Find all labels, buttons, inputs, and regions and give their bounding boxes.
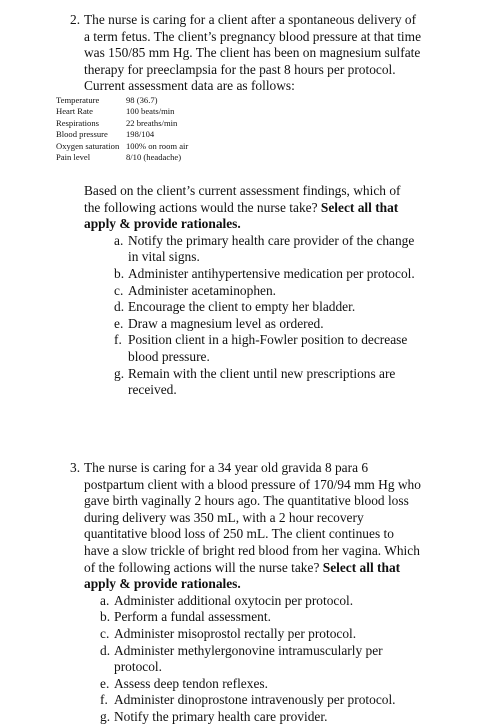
option-text: Encourage the client to empty her bladder. <box>128 299 356 315</box>
option-text: Administer antihypertensive medication per protocol. <box>128 265 415 281</box>
option-text: Notify the primary health care provider of the change in vital signs. <box>128 232 415 265</box>
option-text: Perform a fundal assessment. <box>114 609 271 625</box>
option-letter: a. <box>100 592 110 608</box>
vitals-row <box>56 106 188 117</box>
answer-option <box>100 593 422 610</box>
option-letter: b. <box>114 265 125 281</box>
option-text: Position client in a high-Fowler position to decrease blood pressure. <box>128 332 408 364</box>
vitals-label: Respirations <box>56 117 99 128</box>
select-all-instruction: Select all that apply & provide rationales. <box>84 559 401 592</box>
vitals-value: 98 (36.7) <box>126 95 158 105</box>
answer-options <box>114 233 420 399</box>
vitals-row <box>56 141 188 152</box>
answer-options <box>100 593 422 726</box>
option-letter: e. <box>114 315 124 331</box>
question-stem: The nurse is caring for a 34 year old gravida 8 para 6 postpartum client with a blood pressure of 170/94 mm Hg who gave birth vaginally 2 hours ago. The quantitative blood loss during delivery was 350 mL, with a 2 hour recovery quantitative blood loss of 250 mL. The client continues to have a slow trickle of bright red blood from her vagina. Which of the following actions will the nurse take? <box>84 460 421 575</box>
vitals-label: Blood pressure <box>56 129 108 140</box>
option-letter: g. <box>114 365 125 381</box>
option-letter: c. <box>100 625 110 641</box>
option-letter: a. <box>114 232 124 248</box>
answer-option <box>114 332 420 365</box>
vitals-row <box>56 152 188 163</box>
answer-option <box>100 676 422 693</box>
answer-option <box>114 283 420 300</box>
question-2-prompt <box>84 183 420 399</box>
option-letter: f. <box>114 332 122 348</box>
answer-option <box>114 299 420 316</box>
option-text: Remain with the client until new prescriptions are received. <box>128 365 396 398</box>
option-text: Administer misoprostol rectally per protocol. <box>114 625 357 641</box>
assessment-data-table <box>56 95 188 163</box>
option-letter: f. <box>100 692 108 708</box>
answer-option <box>114 233 420 266</box>
option-letter: d. <box>100 642 111 658</box>
option-text: Administer methylergonovine intramuscularly per protocol. <box>114 642 383 675</box>
question-3 <box>70 460 422 726</box>
select-all-instruction: Select all that apply & provide rationales. <box>84 199 399 232</box>
option-text: Draw a magnesium level as ordered. <box>128 315 324 331</box>
answer-option <box>100 692 422 709</box>
option-text: Assess deep tendon reflexes. <box>114 675 268 691</box>
option-text: Administer acetaminophen. <box>128 282 276 298</box>
vitals-value: 8/10 (headache) <box>126 152 182 163</box>
answer-option <box>114 266 420 283</box>
option-letter: d. <box>114 299 125 315</box>
answer-option <box>114 316 420 333</box>
vitals-label: Heart Rate <box>56 106 93 117</box>
option-letter: g. <box>100 708 111 724</box>
answer-option <box>100 709 422 726</box>
vitals-row <box>56 129 188 140</box>
option-text: Notify the primary health care provider. <box>114 708 328 724</box>
vitals-value: 100 beats/min <box>126 106 175 117</box>
answer-option <box>100 626 422 643</box>
vitals-value: 198/104 <box>126 129 155 140</box>
vitals-value: 22 breaths/min <box>126 117 178 128</box>
option-letter: b. <box>100 609 111 625</box>
answer-option <box>100 609 422 626</box>
answer-option <box>100 643 422 676</box>
vitals-row <box>56 95 188 106</box>
option-letter: e. <box>100 675 110 691</box>
vitals-row <box>56 118 188 129</box>
option-letter: c. <box>114 282 124 298</box>
question-number: 2. <box>70 12 81 27</box>
question-2 <box>70 12 422 95</box>
question-stem: The nurse is caring for a client after a spontaneous delivery of a term fetus. The client’s pregnancy blood pressure at that time was 150/85 mm Hg. The client has been on magnesium sulfate therapy for preeclampsia for the past 8 hours per protocol. Current assessment data are as follows: <box>84 12 422 94</box>
answer-option <box>114 366 420 399</box>
vitals-label: Pain level <box>56 152 91 163</box>
vitals-value: 100% on room air <box>126 140 189 151</box>
option-text: Administer additional oxytocin per protocol. <box>114 592 354 608</box>
vitals-label: Oxygen saturation <box>56 140 120 151</box>
question-number: 3. <box>70 460 81 475</box>
question-text: Based on the client’s current assessment findings, which of the following actions would the nurse take? <box>84 183 401 215</box>
option-text: Administer dinoprostone intravenously per protocol. <box>114 692 396 708</box>
vitals-label: Temperature <box>56 95 100 105</box>
